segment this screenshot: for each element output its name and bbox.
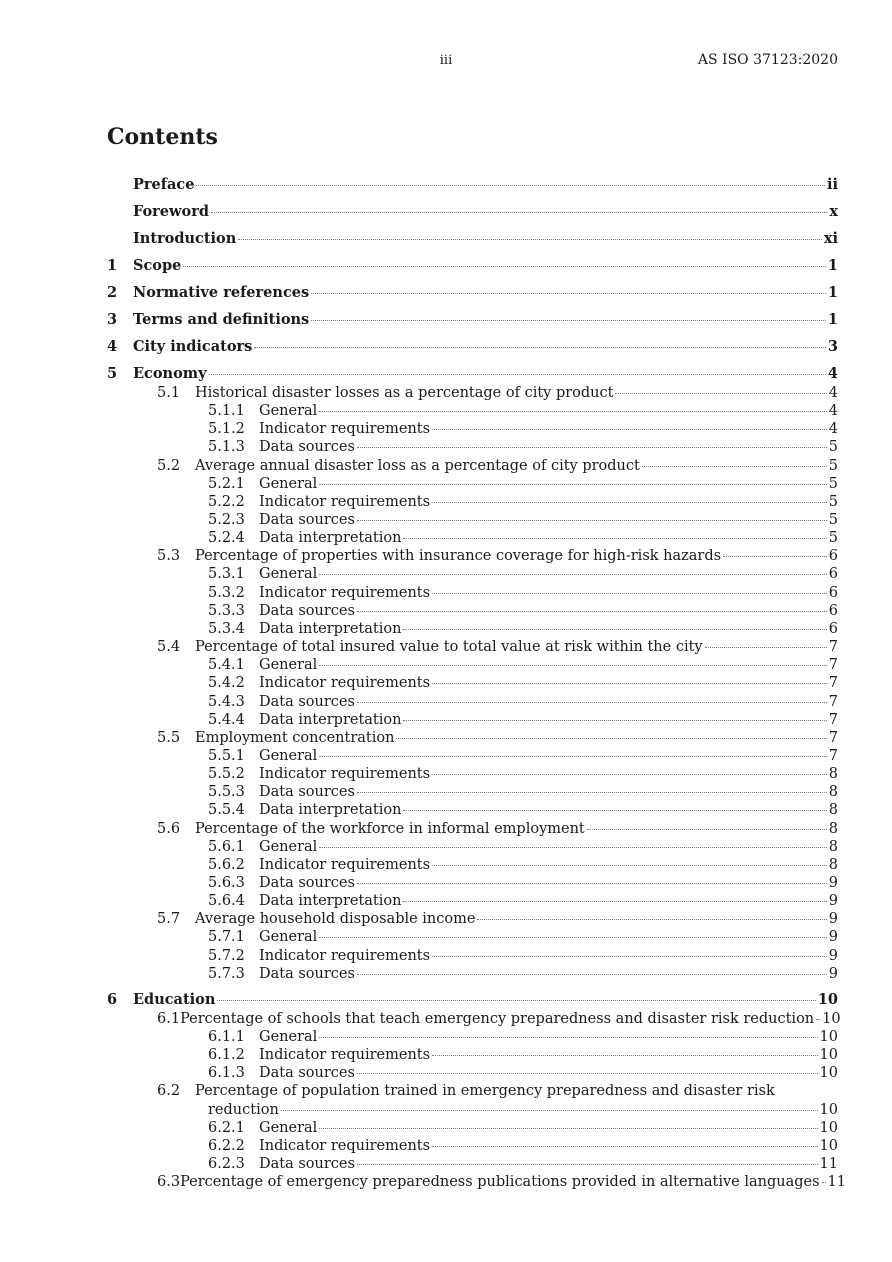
- toc-entry-title: General: [259, 476, 318, 492]
- toc-entry[interactable]: [208, 1028, 838, 1046]
- toc-entry-title: Data sources: [259, 875, 355, 891]
- toc-entry-page: 7: [828, 675, 838, 691]
- dot-leader: [816, 1019, 820, 1020]
- toc-entry-page: 3: [827, 338, 838, 355]
- dot-leader: [615, 393, 826, 394]
- toc-entry-title: Introduction: [133, 230, 237, 247]
- toc-entry-page: 5: [828, 530, 838, 546]
- toc-entry-page: 6: [828, 621, 838, 637]
- toc-entry[interactable]: [107, 338, 838, 356]
- dot-leader: [357, 883, 827, 884]
- dot-leader: [403, 538, 826, 539]
- toc-entry-number: 6: [107, 991, 118, 1008]
- toc-entry-page: 11: [827, 1174, 846, 1190]
- toc-entry-page: 8: [828, 784, 838, 800]
- toc-entry[interactable]: [208, 783, 838, 801]
- toc-entry-number: 5.7.2: [208, 948, 245, 964]
- dot-leader: [281, 1110, 818, 1111]
- toc-entry-title: Data interpretation: [259, 621, 402, 637]
- toc-entry-title: General: [259, 748, 318, 764]
- dot-leader: [432, 1055, 817, 1056]
- dot-leader: [357, 1073, 818, 1074]
- toc-entry-number: 5.6: [157, 821, 181, 837]
- toc-entry-page: 8: [828, 857, 838, 873]
- toc-entry-page: 5: [828, 476, 838, 492]
- dot-leader: [254, 347, 826, 348]
- toc-entry[interactable]: [208, 1101, 838, 1119]
- toc-entry-page: 7: [828, 712, 838, 728]
- toc-entry-title: Data sources: [259, 1065, 355, 1081]
- toc-entry-page: 1: [827, 311, 838, 328]
- toc-entry-number: 5.7.1: [208, 929, 245, 945]
- toc-entry-page: 4: [828, 421, 838, 437]
- dot-leader: [319, 937, 826, 938]
- toc-entry-page: 4: [828, 403, 838, 419]
- toc-entry-title: Data sources: [259, 966, 355, 982]
- toc-entry[interactable]: [208, 928, 838, 946]
- toc-entry[interactable]: [107, 284, 838, 302]
- toc-entry-number: 5.3.1: [208, 566, 245, 582]
- toc-entry-number: 5.1.2: [208, 421, 245, 437]
- toc-entry-number: 5.1.1: [208, 403, 245, 419]
- toc-entry-number: 5.2.3: [208, 512, 245, 528]
- toc-entry-title: Indicator requirements: [259, 494, 431, 510]
- toc-entry-page: 1: [827, 257, 838, 274]
- dot-leader: [311, 320, 826, 321]
- toc-entry-title: Data interpretation: [259, 802, 402, 818]
- toc-entry-title: General: [259, 403, 318, 419]
- toc-entry-page: 8: [828, 839, 838, 855]
- dot-leader: [183, 266, 826, 267]
- toc-entry[interactable]: [107, 311, 838, 329]
- dot-leader: [432, 865, 827, 866]
- toc-entry-number: 5.4: [157, 639, 181, 655]
- toc-entry-title: Data sources: [259, 603, 355, 619]
- dot-leader: [319, 1037, 817, 1038]
- toc-entry-page: 9: [828, 893, 838, 909]
- toc-entry-title: Indicator requirements: [259, 421, 431, 437]
- toc-entry[interactable]: [157, 910, 838, 928]
- toc-entry-page: 5: [828, 439, 838, 455]
- toc-entry-number: 6.1: [157, 1011, 181, 1027]
- toc-entry[interactable]: [208, 438, 838, 456]
- toc-entry-page: 10: [819, 1065, 838, 1081]
- toc-entry-number: 6.2.3: [208, 1156, 245, 1172]
- dot-leader: [357, 702, 827, 703]
- toc-entry-title: General: [259, 566, 318, 582]
- toc-entry[interactable]: [208, 493, 838, 511]
- toc-entry-title: City indicators: [133, 338, 253, 355]
- toc-entry-number: 5.3.3: [208, 603, 245, 619]
- toc-entry-title: Indicator requirements: [259, 857, 431, 873]
- contents-title: Contents: [107, 124, 218, 150]
- dot-leader: [319, 1128, 817, 1129]
- dot-leader: [196, 185, 825, 186]
- toc-entry[interactable]: [208, 892, 838, 910]
- toc-entry-number: 5.2.1: [208, 476, 245, 492]
- toc-entry-number: 6.1.3: [208, 1065, 245, 1081]
- toc-entry-title: General: [259, 657, 318, 673]
- toc-entry[interactable]: [107, 176, 838, 194]
- toc-entry-title: Data interpretation: [259, 712, 402, 728]
- toc-entry-number: 6.3: [157, 1174, 181, 1190]
- dot-leader: [209, 374, 826, 375]
- toc-entry-number: 6.2.2: [208, 1138, 245, 1154]
- toc-entry[interactable]: [107, 203, 838, 221]
- toc-entry-page: 5: [828, 494, 838, 510]
- toc-entry-title: General: [259, 1120, 318, 1136]
- toc-entry-number: 5.6.3: [208, 875, 245, 891]
- toc-entry[interactable]: [208, 602, 838, 620]
- toc-entry-number: 5.5: [157, 730, 181, 746]
- toc-entry-title: Data sources: [259, 694, 355, 710]
- toc-entry-title: Percentage of population trained in emergency preparedness and disaster risk: [195, 1083, 775, 1099]
- toc-entry[interactable]: [107, 230, 838, 248]
- toc-entry-title: Percentage of emergency preparedness publications provided in alternative languages: [180, 1174, 820, 1190]
- toc-entry-page: 8: [828, 766, 838, 782]
- toc-entry[interactable]: [107, 257, 838, 275]
- toc-entry[interactable]: [107, 991, 838, 1009]
- toc-entry-page: 10: [819, 1138, 838, 1154]
- toc-entry-title: Indicator requirements: [259, 948, 431, 964]
- toc-entry[interactable]: [157, 820, 838, 838]
- toc-entry-page: 6: [828, 603, 838, 619]
- toc-entry-number: 5.2: [157, 458, 181, 474]
- dot-leader: [396, 738, 826, 739]
- dot-leader: [403, 629, 826, 630]
- toc-entry-number: 5.7.3: [208, 966, 245, 982]
- toc-entry-number: 5.3.4: [208, 621, 245, 637]
- toc-entry-number: 5.1: [157, 385, 181, 401]
- dot-leader: [432, 429, 827, 430]
- toc-entry[interactable]: [208, 711, 838, 729]
- toc-entry-page: x: [829, 203, 838, 220]
- dot-leader: [357, 792, 827, 793]
- dot-leader: [403, 901, 826, 902]
- toc-entry-page: 7: [828, 730, 838, 746]
- toc-entry-page: 9: [828, 948, 838, 964]
- toc-entry[interactable]: [208, 620, 838, 638]
- toc-entry-number: 5.1.3: [208, 439, 245, 455]
- toc-entry[interactable]: [208, 529, 838, 547]
- document-identifier: AS ISO 37123:2020: [697, 52, 838, 68]
- toc-entry[interactable]: [208, 1155, 838, 1173]
- toc-entry-page: 4: [827, 365, 838, 382]
- toc-entry-title: Average annual disaster loss as a percentage of city product: [195, 458, 640, 474]
- dot-leader: [311, 293, 826, 294]
- toc-entry-title: Employment concentration: [195, 730, 395, 746]
- toc-entry-number: 5.4.1: [208, 657, 245, 673]
- toc-entry-page: 8: [828, 802, 838, 818]
- toc-entry[interactable]: [208, 801, 838, 819]
- toc-entry[interactable]: [157, 457, 838, 475]
- toc-entry-number: 5: [107, 365, 118, 382]
- toc-entry-page: 10: [817, 991, 838, 1008]
- toc-entry-page: 4: [828, 385, 838, 401]
- toc-entry-title: Data interpretation: [259, 893, 402, 909]
- dot-leader: [477, 919, 826, 920]
- toc-entry-number: 2: [107, 284, 118, 301]
- toc-entry[interactable]: [208, 947, 838, 965]
- toc-entry-number: 5.5.1: [208, 748, 245, 764]
- toc-entry[interactable]: [157, 547, 838, 565]
- toc-entry-number: 1: [107, 257, 118, 274]
- dot-leader: [217, 1000, 815, 1001]
- toc-entry-title: General: [259, 1029, 318, 1045]
- toc-entry-number: 5.4.4: [208, 712, 245, 728]
- dot-leader: [705, 647, 827, 648]
- dot-leader: [319, 665, 826, 666]
- toc-entry-title: Percentage of schools that teach emergency preparedness and disaster risk reduction: [180, 1011, 815, 1027]
- toc-entry-title: Education: [133, 991, 216, 1008]
- toc-entry-number: 5.2.2: [208, 494, 245, 510]
- toc-entry-title: Data sources: [259, 512, 355, 528]
- dot-leader: [723, 556, 827, 557]
- toc-entry[interactable]: [208, 656, 838, 674]
- toc-entry-title: Indicator requirements: [259, 585, 431, 601]
- toc-entry[interactable]: [157, 1010, 841, 1028]
- toc-entry-number: 4: [107, 338, 118, 355]
- toc-entry-number: 5.5.2: [208, 766, 245, 782]
- toc-entry-title: Data interpretation: [259, 530, 402, 546]
- toc-entry-page: 6: [828, 566, 838, 582]
- toc-entry-title: Foreword: [133, 203, 209, 220]
- toc-entry[interactable]: [208, 475, 838, 493]
- toc-entry-number: 5.3.2: [208, 585, 245, 601]
- toc-entry-number: 5.7: [157, 911, 181, 927]
- toc-entry-number: 5.4.3: [208, 694, 245, 710]
- dot-leader: [319, 411, 826, 412]
- dot-leader: [319, 574, 826, 575]
- toc-entry-title: Percentage of total insured value to total value at risk within the city: [195, 639, 703, 655]
- toc-entry-page: xi: [823, 230, 838, 247]
- toc-entry-page: 10: [819, 1120, 838, 1136]
- dot-leader: [357, 1164, 818, 1165]
- toc-entry-page: 5: [828, 458, 838, 474]
- toc-entry[interactable]: [208, 765, 838, 783]
- dot-leader: [357, 974, 827, 975]
- toc-entry-number: 6.2: [157, 1083, 181, 1099]
- toc-entry-title: Percentage of properties with insurance coverage for high-risk hazards: [195, 548, 722, 564]
- toc-entry[interactable]: [157, 1173, 846, 1191]
- toc-entry[interactable]: [208, 1119, 838, 1137]
- toc-entry-number: 6.1.1: [208, 1029, 245, 1045]
- dot-leader: [822, 1182, 826, 1183]
- toc-entry-number: 6.2.1: [208, 1120, 245, 1136]
- toc-entry[interactable]: [157, 1082, 838, 1100]
- toc-entry-page: 7: [828, 639, 838, 655]
- toc-entry[interactable]: [208, 511, 838, 529]
- toc-entry-title: Terms and definitions: [133, 311, 310, 328]
- toc-entry-page: ii: [826, 176, 838, 193]
- toc-entry-title: reduction: [208, 1102, 279, 1118]
- toc-entry[interactable]: [208, 565, 838, 583]
- toc-entry[interactable]: [208, 402, 838, 420]
- dot-leader: [357, 611, 827, 612]
- toc-entry-page: 7: [828, 694, 838, 710]
- toc-entry-page: 10: [819, 1047, 838, 1063]
- toc-entry-number: 5.4.2: [208, 675, 245, 691]
- toc-entry-number: 5.6.2: [208, 857, 245, 873]
- dot-leader: [587, 829, 827, 830]
- toc-entry[interactable]: [208, 747, 838, 765]
- toc-entry-page: 6: [828, 548, 838, 564]
- toc-entry-title: Normative references: [133, 284, 310, 301]
- toc-entry-title: Data sources: [259, 439, 355, 455]
- dot-leader: [319, 484, 826, 485]
- toc-entry-title: Percentage of the workforce in informal employment: [195, 821, 585, 837]
- toc-entry-title: Indicator requirements: [259, 1047, 431, 1063]
- dot-leader: [319, 847, 826, 848]
- toc-entry-number: 5.2.4: [208, 530, 245, 546]
- toc-entry-title: Preface: [133, 176, 195, 193]
- toc-entry-title: Scope: [133, 257, 182, 274]
- toc-entry-page: 10: [819, 1029, 838, 1045]
- dot-leader: [432, 956, 827, 957]
- toc-entry-title: Data sources: [259, 1156, 355, 1172]
- toc-entry-page: 11: [819, 1156, 838, 1172]
- toc-entry[interactable]: [107, 365, 838, 383]
- toc-entry-title: Indicator requirements: [259, 1138, 431, 1154]
- toc-entry[interactable]: [208, 584, 838, 602]
- toc-entry-page: 8: [828, 821, 838, 837]
- toc-entry-number: 5.5.4: [208, 802, 245, 818]
- toc-entry-number: 3: [107, 311, 118, 328]
- toc-entry-page: 9: [828, 929, 838, 945]
- toc-entry[interactable]: [208, 874, 838, 892]
- toc-entry[interactable]: [208, 674, 838, 692]
- toc-entry-title: Indicator requirements: [259, 675, 431, 691]
- dot-leader: [403, 810, 826, 811]
- dot-leader: [432, 683, 827, 684]
- toc-entry[interactable]: [208, 1046, 838, 1064]
- dot-leader: [211, 212, 827, 213]
- toc-entry[interactable]: [208, 838, 838, 856]
- dot-leader: [642, 466, 827, 467]
- dot-leader: [432, 502, 827, 503]
- dot-leader: [432, 774, 827, 775]
- toc-entry-page: 5: [828, 512, 838, 528]
- dot-leader: [319, 756, 826, 757]
- toc-entry-page: 10: [822, 1011, 841, 1027]
- toc-entry-title: Economy: [133, 365, 207, 382]
- toc-entry-page: 9: [828, 911, 838, 927]
- toc-entry-title: Average household disposable income: [195, 911, 476, 927]
- dot-leader: [357, 447, 827, 448]
- page-number: iii: [439, 53, 453, 68]
- toc-entry[interactable]: [208, 856, 838, 874]
- toc-entry-title: General: [259, 929, 318, 945]
- toc-entry-page: 7: [828, 748, 838, 764]
- toc-entry-number: 5.3: [157, 548, 181, 564]
- toc-entry[interactable]: [157, 729, 838, 747]
- toc-entry[interactable]: [157, 638, 838, 656]
- toc-entry-page: 7: [828, 657, 838, 673]
- toc-entry-page: 10: [819, 1102, 838, 1118]
- dot-leader: [238, 239, 822, 240]
- toc-entry-page: 6: [828, 585, 838, 601]
- dot-leader: [403, 720, 826, 721]
- toc-entry-number: 6.1.2: [208, 1047, 245, 1063]
- toc-entry-number: 5.6.4: [208, 893, 245, 909]
- toc-entry-number: 5.6.1: [208, 839, 245, 855]
- toc-entry-page: 1: [827, 284, 838, 301]
- toc-entry-page: 9: [828, 966, 838, 982]
- dot-leader: [432, 1146, 817, 1147]
- toc-entry[interactable]: [208, 693, 838, 711]
- toc-entry[interactable]: [208, 420, 838, 438]
- toc-entry-page: 9: [828, 875, 838, 891]
- dot-leader: [357, 520, 827, 521]
- toc-entry-title: Data sources: [259, 784, 355, 800]
- toc-entry[interactable]: [208, 965, 838, 983]
- toc-entry-title: General: [259, 839, 318, 855]
- toc-entry-number: 5.5.3: [208, 784, 245, 800]
- toc-entry[interactable]: [157, 384, 838, 402]
- toc-entry[interactable]: [208, 1064, 838, 1082]
- toc-entry-title: Indicator requirements: [259, 766, 431, 782]
- dot-leader: [432, 593, 827, 594]
- toc-entry-title: Historical disaster losses as a percentage of city product: [195, 385, 614, 401]
- toc-entry[interactable]: [208, 1137, 838, 1155]
